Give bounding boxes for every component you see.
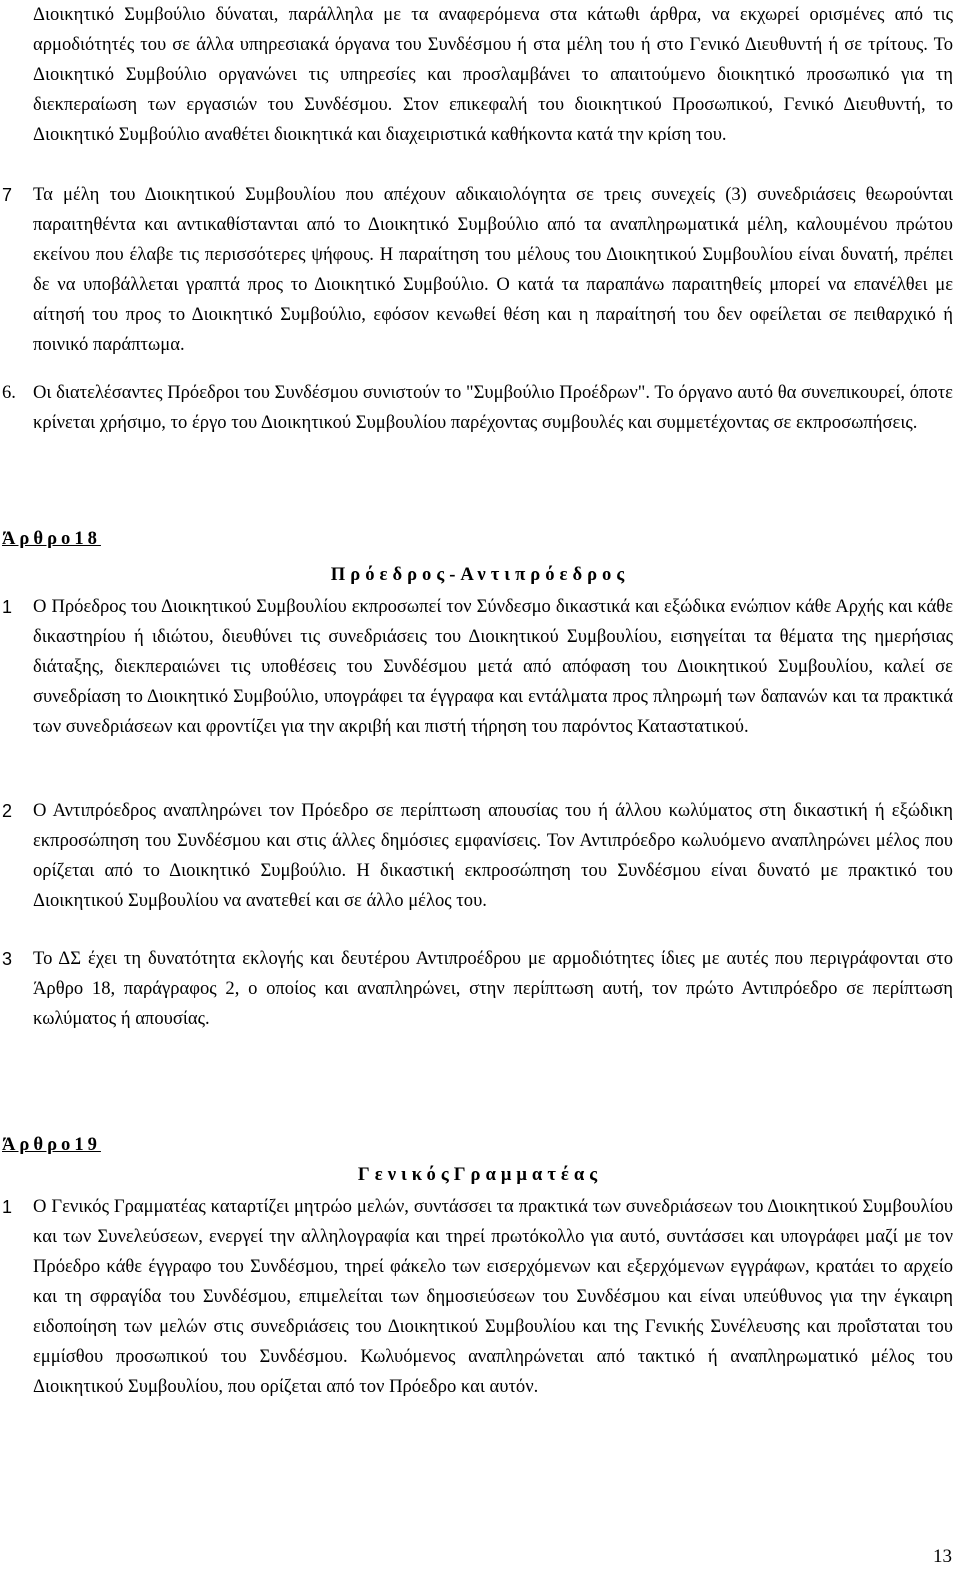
article-19-item-1 xyxy=(2,1192,953,1402)
article-18-item-3 xyxy=(2,944,953,1034)
article-18-item-1 xyxy=(2,592,953,742)
article-19-heading: Άρθρο19 xyxy=(2,1134,101,1155)
item-number: 6. xyxy=(2,382,16,403)
item-number: 7 xyxy=(2,185,13,205)
item-number: 1 xyxy=(2,597,13,617)
item-text: Τα μέλη του Διοικητικού Συμβουλίου που απέχουν αδικαιολόγητα σε τρεις συνεχείς (3) συνεδριάσεις θεωρούνται παραιτηθέντα και αντικαθίστανται από το Διοικητικό Συμβούλιο από τα αναπληρωματικά μέλη, καλουμένου πρώτου εκείνου που έλαβε τις περισσότερες ψήφους. Η παραίτηση του μέλους του Διοικητικού Συμβουλίου είναι δυνατή, πρέπει δε να υποβάλλεται γραπτά προς το Διοικητικό Συμβούλιο. Ο κατά τα παραπάνω παραιτηθείς μπορεί να επανέλθει με αίτησή του προς το Διοικητικό Συμβούλιο, εφόσον κενωθεί θέση και η παραίτησή του δεν οφείλεται σε πειθαρχικό ή ποινικό παράπτωμα. xyxy=(33,184,953,355)
article-18-item-2 xyxy=(2,796,953,916)
item-text: Ο Γενικός Γραμματέας καταρτίζει μητρώο μελών, συντάσσει τα πρακτικά των συνεδριάσεων του Διοικητικού Συμβουλίου και των Συνελεύσεων, ενεργεί την αλληλογραφία και τηρεί πρωτόκολλο για αυτό, συντάσσει και υπογράφει μαζί με τον Πρόεδρο κάθε έγγραφο του Συνδέσμου, τηρεί φάκελο των εισερχόμενων και εξερχόμενων εγγράφων, κρατάει το αρχείο και τη σφραγίδα του Συνδέσμου, επιμελείται των δημοσιεύσεων του Συνδέσμου και είναι υπεύθυνος για την έγκαιρη ειδοποίηση των μελών στις συνεδριάσεις του Διοικητικού Συμβουλίου και της Γενικής Συνέλευσης και προΐσταται του εμμίσθου προσωπικού του Συνδέσμου. Κωλυόμενος αναπληρώνεται από τακτικό ή αναπληρωματικό μέλος του Διοικητικού Συμβουλίου, που ορίζεται από τον Πρόεδρο και αυτόν. xyxy=(33,1196,953,1397)
list-item-7 xyxy=(2,180,953,360)
article-19-title: ΓενικόςΓραμματέας xyxy=(357,1164,603,1185)
article-18-title: Πρόεδρος-Αντιπρόεδρος xyxy=(330,564,630,585)
item-text: Ο Αντιπρόεδρος αναπληρώνει τον Πρόεδρο σε περίπτωση απουσίας του ή άλλου κωλύματος στη δικαστική ή εξώδικη εκπροσώπηση του Συνδέσμου και στις άλλες δημόσιες εμφανίσεις. Τον Αντιπρόεδρο κωλυόμενο αναπληρώνει μέλος που ορίζεται από το Διοικητικό Συμβούλιο. Η δικαστική εκπροσώπηση του Συνδέσμου είναι δυνατό με πρακτικό του Διοικητικού Συμβουλίου να ανατεθεί και σε άλλο μέλος του. xyxy=(33,800,953,911)
item-text: Το ΔΣ έχει τη δυνατότητα εκλογής και δευτέρου Αντιπροέδρου με αρμοδιότητες ίδιες με αυτές που περιγράφονται στο Άρθρο 18, παράγραφος 2, ο οποίος και αναπληρώνει, στην περίπτωση αυτή, τον πρώτο Αντιπρόεδρο σε περίπτωση κωλύματος ή απουσίας. xyxy=(33,948,953,1029)
continuation-paragraph: Διοικητικό Συμβούλιο δύναται, παράλληλα με τα αναφερόμενα στα κάτωθι άρθρα, να εκχωρεί ορισμένες από τις αρμοδιότητές του σε άλλα υπηρεσιακά όργανα του Συνδέσμου ή στα μέλη του ή στο Γενικό Διευθυντή ή σε τρίτους. Το Διοικητικό Συμβούλιο οργανώνει τις υπηρεσίες και προσλαμβάνει το απαιτούμενο διοικητικό προσωπικό για τη διεκπεραίωση των εργασιών του Συνδέσμου. Στον επικεφαλή του διοικητικού Προσωπικού, Γενικό Διευθυντή, το Διοικητικό Συμβούλιο αναθέτει διοικητικά και διαχειριστικά καθήκοντα κατά την κρίση του. xyxy=(33,4,953,145)
item-text: Οι διατελέσαντες Πρόεδροι του Συνδέσμου συνιστούν το "Συμβούλιο Προέδρων". Το όργανο αυτό θα συνεπικουρεί, όποτε κρίνεται χρήσιμο, το έργο του Διοικητικού Συμβουλίου παρέχοντας συμβουλές και συμμετέχοντας σε εκπροσωπήσεις. xyxy=(33,382,953,433)
item-number: 3 xyxy=(2,949,13,969)
list-item-6 xyxy=(2,378,953,438)
article-18-heading: Άρθρο18 xyxy=(2,528,101,549)
item-text: Ο Πρόεδρος του Διοικητικού Συμβουλίου εκπροσωπεί τον Σύνδεσμο δικαστικά και εξώδικα ενώπιον κάθε Αρχής και κάθε δικαστηρίου ή ιδιώτου, διευθύνει τις συνεδριάσεις του Διοικητικού Συμβουλίου, εισηγείται τα θέματα της ημερήσιας διάταξης, διεκπεραιώνει τις υποθέσεις του Συνδέσμου μετά από απόφαση του Διοικητικού Συμβουλίου, καλεί σε συνεδρίαση το Διοικητικό Συμβούλιο, υπογράφει τα έγγραφα και εντάλματα προς πληρωμή των δαπανών και τα πρακτικά των συνεδριάσεων και φροντίζει για την ακριβή και πιστή τήρηση του παρόντος Καταστατικού. xyxy=(33,596,953,737)
item-number: 2 xyxy=(2,801,13,821)
item-number: 1 xyxy=(2,1197,13,1217)
page-number: 13 xyxy=(933,1546,952,1567)
